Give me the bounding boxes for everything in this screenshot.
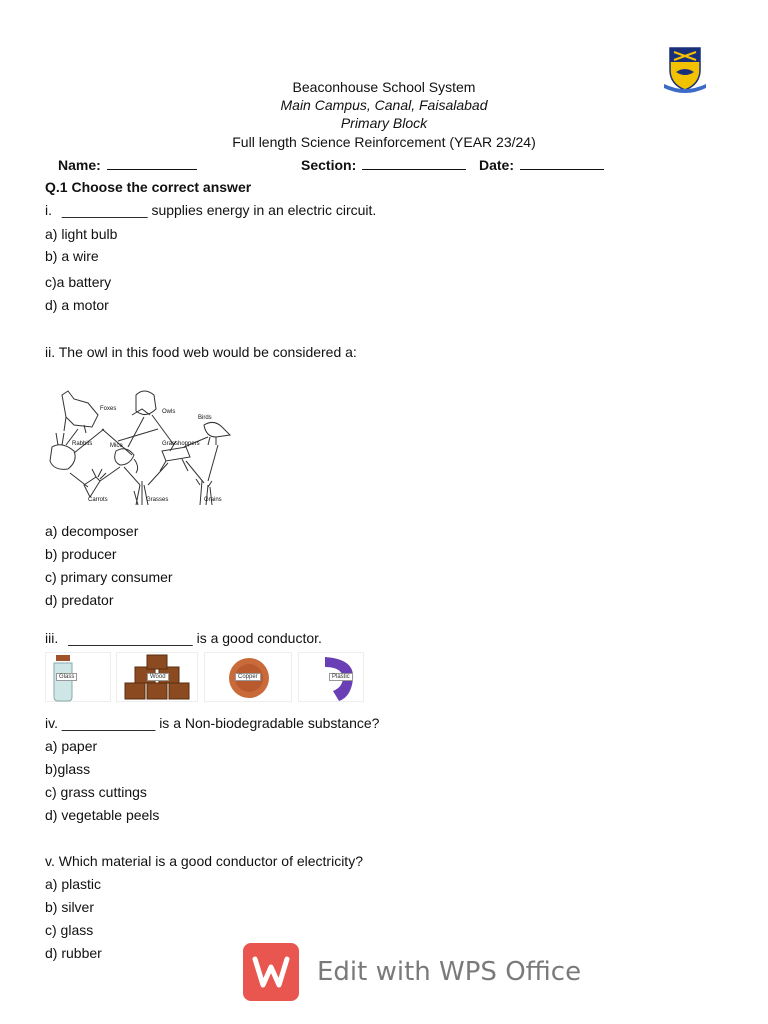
plastic-label: Plastic xyxy=(329,673,353,681)
food-web-label-birds: Birds xyxy=(198,415,212,421)
food-web-label-grasshoppers: Grasshoppers xyxy=(162,441,200,447)
name-blank[interactable] xyxy=(107,157,197,170)
option-v-b: b) silver xyxy=(45,899,95,915)
question-iv-blank: ____________ xyxy=(61,715,156,731)
wood-image xyxy=(116,652,198,702)
date-blank[interactable] xyxy=(520,157,604,170)
option-ii-c: c) primary consumer xyxy=(45,569,173,585)
section-label: Section: xyxy=(301,157,357,173)
food-web-label-mice: Mice xyxy=(110,443,123,449)
option-v-d: d) rubber xyxy=(45,945,102,961)
food-web-diagram xyxy=(44,385,234,513)
wps-edit-banner[interactable] xyxy=(243,943,582,1003)
option-i-a: a) light bulb xyxy=(45,226,118,242)
option-v-a: a) plastic xyxy=(45,876,102,892)
question-iv-text: is a Non-biodegradable substance? xyxy=(159,715,380,731)
copper-image xyxy=(204,652,292,702)
option-i-b: b) a wire xyxy=(45,248,99,264)
option-iv-b: b)glass xyxy=(45,761,91,777)
question-iv-prompt xyxy=(45,714,379,732)
question-v-prompt: v. Which material is a good conductor of electricity? xyxy=(45,853,363,869)
name-field xyxy=(58,156,197,174)
question-i-prompt xyxy=(45,201,376,219)
food-web-label-grains: Grains xyxy=(204,497,222,503)
option-ii-a: a) decomposer xyxy=(45,523,139,539)
section-blank[interactable] xyxy=(362,157,466,170)
option-i-c: c)a battery xyxy=(45,274,112,290)
question-iv-number: iv. xyxy=(45,715,58,731)
q1-title: Q.1 Choose the correct answer xyxy=(45,179,252,195)
plastic-image xyxy=(298,652,364,702)
food-web-label-rabbits: Rabbits xyxy=(72,441,93,447)
wps-edit-label: Edit with WPS Office xyxy=(317,957,582,987)
question-ii-prompt: ii. The owl in this food web would be considered a: xyxy=(45,344,357,360)
block-name: Primary Block xyxy=(340,115,428,131)
question-iii-blank: ________________ xyxy=(68,630,193,646)
option-i-d: d) a motor xyxy=(45,297,109,313)
option-ii-d: d) predator xyxy=(45,592,114,608)
date-field xyxy=(479,156,604,174)
question-iii-prompt xyxy=(45,629,322,647)
food-web-label-carrots: Carrots xyxy=(88,497,108,503)
question-iii-number: iii. xyxy=(45,630,59,646)
glass-label: Glass xyxy=(56,673,77,681)
option-iv-c: c) grass cuttings xyxy=(45,784,147,800)
option-ii-b: b) producer xyxy=(45,546,117,562)
question-i-blank: ___________ xyxy=(61,202,148,218)
wood-label: Wood xyxy=(147,673,169,681)
glass-image xyxy=(45,652,111,702)
wps-logo-icon xyxy=(243,943,299,1001)
question-i-number: i. xyxy=(45,202,52,218)
food-web-label-owls: Owls xyxy=(162,409,176,415)
option-iv-d: d) vegetable peels xyxy=(45,807,160,823)
option-v-c: c) glass xyxy=(45,922,94,938)
section-field xyxy=(301,156,466,174)
campus-name: Main Campus, Canal, Faisalabad xyxy=(280,97,488,113)
school-name: Beaconhouse School System xyxy=(292,79,476,95)
question-i-text: supplies energy in an electric circuit. xyxy=(151,202,377,218)
name-label: Name: xyxy=(58,157,101,173)
date-label: Date: xyxy=(479,157,515,173)
question-iii-text: is a good conductor. xyxy=(196,630,322,646)
food-web-label-grasses: Grasses xyxy=(146,497,169,503)
copper-label: Copper xyxy=(235,673,261,681)
food-web-label-foxes: Foxes xyxy=(100,406,117,412)
option-iv-a: a) paper xyxy=(45,738,98,754)
exam-title: Full length Science Reinforcement (YEAR 23/24) xyxy=(232,134,536,150)
